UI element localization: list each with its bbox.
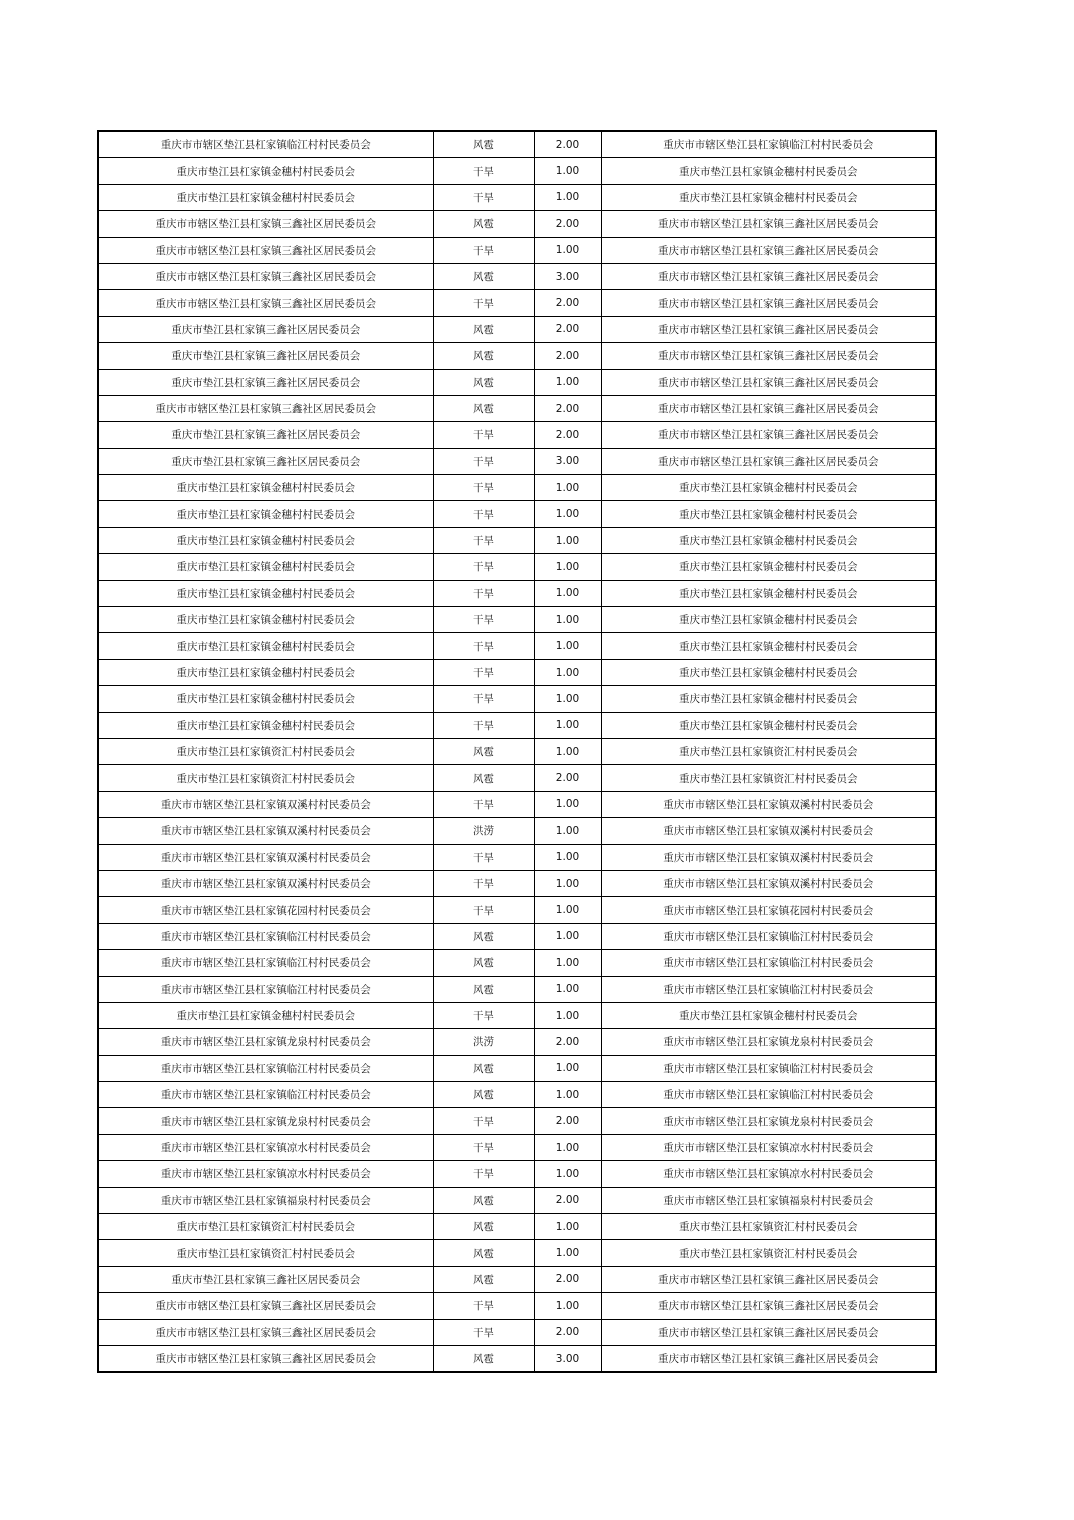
- recipient-cell: 重庆市垫江县杠家镇金穗村村民委员会: [601, 633, 936, 659]
- recipient-cell: 重庆市市辖区垫江县杠家镇双溪村村民委员会: [601, 791, 936, 817]
- amount-cell: 2.00: [534, 1029, 601, 1055]
- table-row: [98, 712, 936, 738]
- recipient-cell: 重庆市市辖区垫江县杠家镇三鑫社区居民委员会: [601, 448, 936, 474]
- recipient-cell: 重庆市垫江县杠家镇金穗村村民委员会: [601, 712, 936, 738]
- amount-cell: 1.00: [534, 1240, 601, 1266]
- amount-cell: 2.00: [534, 1319, 601, 1345]
- recipient-cell: 重庆市市辖区垫江县杠家镇福泉村村民委员会: [601, 1187, 936, 1213]
- table-row: [98, 950, 936, 976]
- applicant-cell: 重庆市垫江县杠家镇资汇村村民委员会: [98, 738, 433, 764]
- applicant-cell: 重庆市市辖区垫江县杠家镇三鑫社区居民委员会: [98, 237, 433, 263]
- disaster-type-cell: 洪涝: [433, 818, 534, 844]
- disaster-type-cell: 干旱: [433, 1108, 534, 1134]
- applicant-cell: 重庆市市辖区垫江县杠家镇三鑫社区居民委员会: [98, 395, 433, 421]
- amount-cell: 3.00: [534, 448, 601, 474]
- applicant-cell: 重庆市市辖区垫江县杠家镇临江村村民委员会: [98, 950, 433, 976]
- disaster-type-cell: 干旱: [433, 659, 534, 685]
- applicant-cell: 重庆市垫江县杠家镇金穗村村民委员会: [98, 580, 433, 606]
- disaster-type-cell: 风雹: [433, 343, 534, 369]
- recipient-cell: 重庆市垫江县杠家镇金穗村村民委员会: [601, 554, 936, 580]
- table-row: [98, 844, 936, 870]
- disaster-type-cell: 干旱: [433, 897, 534, 923]
- recipient-cell: 重庆市垫江县杠家镇金穗村村民委员会: [601, 158, 936, 184]
- amount-cell: 1.00: [534, 1002, 601, 1028]
- applicant-cell: 重庆市垫江县杠家镇金穗村村民委员会: [98, 633, 433, 659]
- amount-cell: 2.00: [534, 422, 601, 448]
- table-row: [98, 1002, 936, 1028]
- table-row: [98, 501, 936, 527]
- table-row: [98, 870, 936, 896]
- amount-cell: 1.00: [534, 818, 601, 844]
- applicant-cell: 重庆市垫江县杠家镇金穗村村民委员会: [98, 659, 433, 685]
- disaster-type-cell: 风雹: [433, 765, 534, 791]
- table-row: [98, 158, 936, 184]
- disaster-type-cell: 干旱: [433, 501, 534, 527]
- disaster-type-cell: 风雹: [433, 1214, 534, 1240]
- recipient-cell: 重庆市市辖区垫江县杠家镇三鑫社区居民委员会: [601, 1319, 936, 1345]
- applicant-cell: 重庆市垫江县杠家镇金穗村村民委员会: [98, 607, 433, 633]
- disaster-type-cell: 风雹: [433, 1240, 534, 1266]
- amount-cell: 2.00: [534, 395, 601, 421]
- disaster-type-cell: 风雹: [433, 1187, 534, 1213]
- table-row: [98, 1293, 936, 1319]
- amount-cell: 1.00: [534, 554, 601, 580]
- applicant-cell: 重庆市市辖区垫江县杠家镇双溪村村民委员会: [98, 791, 433, 817]
- amount-cell: 2.00: [534, 131, 601, 158]
- amount-cell: 1.00: [534, 1161, 601, 1187]
- table-row: [98, 976, 936, 1002]
- recipient-cell: 重庆市市辖区垫江县杠家镇龙泉村村民委员会: [601, 1029, 936, 1055]
- table-row: [98, 1266, 936, 1292]
- applicant-cell: 重庆市市辖区垫江县杠家镇凉水村村民委员会: [98, 1134, 433, 1160]
- disaster-type-cell: 风雹: [433, 395, 534, 421]
- table-row: [98, 580, 936, 606]
- applicant-cell: 重庆市垫江县杠家镇三鑫社区居民委员会: [98, 1266, 433, 1292]
- recipient-cell: 重庆市垫江县杠家镇金穗村村民委员会: [601, 659, 936, 685]
- table-row: [98, 1187, 936, 1213]
- table-row: [98, 369, 936, 395]
- disaster-type-cell: 干旱: [433, 580, 534, 606]
- amount-cell: 1.00: [534, 1082, 601, 1108]
- applicant-cell: 重庆市垫江县杠家镇金穗村村民委员会: [98, 1002, 433, 1028]
- recipient-cell: 重庆市垫江县杠家镇金穗村村民委员会: [601, 607, 936, 633]
- recipient-cell: 重庆市垫江县杠家镇金穗村村民委员会: [601, 527, 936, 553]
- disaster-type-cell: 干旱: [433, 422, 534, 448]
- disaster-type-cell: 干旱: [433, 184, 534, 210]
- amount-cell: 2.00: [534, 1266, 601, 1292]
- applicant-cell: 重庆市市辖区垫江县杠家镇临江村村民委员会: [98, 976, 433, 1002]
- applicant-cell: 重庆市市辖区垫江县杠家镇龙泉村村民委员会: [98, 1029, 433, 1055]
- amount-cell: 1.00: [534, 158, 601, 184]
- applicant-cell: 重庆市市辖区垫江县杠家镇双溪村村民委员会: [98, 818, 433, 844]
- applicant-cell: 重庆市垫江县杠家镇金穗村村民委员会: [98, 501, 433, 527]
- disaster-type-cell: 干旱: [433, 712, 534, 738]
- amount-cell: 2.00: [534, 1187, 601, 1213]
- table-row: [98, 184, 936, 210]
- recipient-cell: 重庆市市辖区垫江县杠家镇龙泉村村民委员会: [601, 1108, 936, 1134]
- disaster-type-cell: 风雹: [433, 1345, 534, 1372]
- table-row: [98, 1082, 936, 1108]
- table-row: [98, 897, 936, 923]
- amount-cell: 1.00: [534, 686, 601, 712]
- disaster-type-cell: 干旱: [433, 237, 534, 263]
- amount-cell: 1.00: [534, 633, 601, 659]
- recipient-cell: 重庆市垫江县杠家镇金穗村村民委员会: [601, 580, 936, 606]
- amount-cell: 1.00: [534, 791, 601, 817]
- applicant-cell: 重庆市垫江县杠家镇金穗村村民委员会: [98, 158, 433, 184]
- amount-cell: 1.00: [534, 659, 601, 685]
- disaster-type-cell: 干旱: [433, 1319, 534, 1345]
- amount-cell: 1.00: [534, 897, 601, 923]
- table-row: [98, 395, 936, 421]
- recipient-cell: 重庆市市辖区垫江县杠家镇双溪村村民委员会: [601, 870, 936, 896]
- table-row: [98, 633, 936, 659]
- recipient-cell: 重庆市市辖区垫江县杠家镇三鑫社区居民委员会: [601, 422, 936, 448]
- table-row: [98, 422, 936, 448]
- recipient-cell: 重庆市市辖区垫江县杠家镇凉水村村民委员会: [601, 1134, 936, 1160]
- amount-cell: 1.00: [534, 712, 601, 738]
- recipient-cell: 重庆市市辖区垫江县杠家镇三鑫社区居民委员会: [601, 395, 936, 421]
- applicant-cell: 重庆市市辖区垫江县杠家镇三鑫社区居民委员会: [98, 263, 433, 289]
- recipient-cell: 重庆市市辖区垫江县杠家镇三鑫社区居民委员会: [601, 237, 936, 263]
- amount-cell: 1.00: [534, 1293, 601, 1319]
- applicant-cell: 重庆市市辖区垫江县杠家镇福泉村村民委员会: [98, 1187, 433, 1213]
- table-row: [98, 1240, 936, 1266]
- applicant-cell: 重庆市市辖区垫江县杠家镇三鑫社区居民委员会: [98, 1293, 433, 1319]
- table-row: [98, 343, 936, 369]
- recipient-cell: 重庆市市辖区垫江县杠家镇临江村村民委员会: [601, 131, 936, 158]
- disaster-type-cell: 干旱: [433, 158, 534, 184]
- disaster-type-cell: 干旱: [433, 1134, 534, 1160]
- amount-cell: 1.00: [534, 369, 601, 395]
- table-row: [98, 263, 936, 289]
- disaster-type-cell: 风雹: [433, 369, 534, 395]
- recipient-cell: 重庆市市辖区垫江县杠家镇三鑫社区居民委员会: [601, 1293, 936, 1319]
- amount-cell: 1.00: [534, 501, 601, 527]
- amount-cell: 2.00: [534, 1108, 601, 1134]
- table-row: [98, 237, 936, 263]
- amount-cell: 2.00: [534, 211, 601, 237]
- recipient-cell: 重庆市垫江县杠家镇金穗村村民委员会: [601, 501, 936, 527]
- disaster-type-cell: 风雹: [433, 950, 534, 976]
- recipient-cell: 重庆市市辖区垫江县杠家镇花园村村民委员会: [601, 897, 936, 923]
- recipient-cell: 重庆市市辖区垫江县杠家镇三鑫社区居民委员会: [601, 343, 936, 369]
- table-row: [98, 818, 936, 844]
- amount-cell: 1.00: [534, 950, 601, 976]
- applicant-cell: 重庆市市辖区垫江县杠家镇三鑫社区居民委员会: [98, 290, 433, 316]
- amount-cell: 1.00: [534, 923, 601, 949]
- recipient-cell: 重庆市市辖区垫江县杠家镇三鑫社区居民委员会: [601, 1266, 936, 1292]
- amount-cell: 2.00: [534, 316, 601, 342]
- recipient-cell: 重庆市市辖区垫江县杠家镇三鑫社区居民委员会: [601, 1345, 936, 1372]
- recipient-cell: 重庆市垫江县杠家镇资汇村村民委员会: [601, 765, 936, 791]
- applicant-cell: 重庆市垫江县杠家镇三鑫社区居民委员会: [98, 369, 433, 395]
- disaster-type-cell: 风雹: [433, 1082, 534, 1108]
- recipient-cell: 重庆市市辖区垫江县杠家镇临江村村民委员会: [601, 976, 936, 1002]
- recipient-cell: 重庆市市辖区垫江县杠家镇临江村村民委员会: [601, 923, 936, 949]
- recipient-cell: 重庆市垫江县杠家镇金穗村村民委员会: [601, 1002, 936, 1028]
- applicant-cell: 重庆市市辖区垫江县杠家镇三鑫社区居民委员会: [98, 1345, 433, 1372]
- table-row: [98, 1108, 936, 1134]
- amount-cell: 1.00: [534, 475, 601, 501]
- applicant-cell: 重庆市垫江县杠家镇金穗村村民委员会: [98, 527, 433, 553]
- applicant-cell: 重庆市垫江县杠家镇资汇村村民委员会: [98, 1240, 433, 1266]
- table-row: [98, 527, 936, 553]
- applicant-cell: 重庆市市辖区垫江县杠家镇花园村村民委员会: [98, 897, 433, 923]
- table-row: [98, 1134, 936, 1160]
- recipient-cell: 重庆市市辖区垫江县杠家镇三鑫社区居民委员会: [601, 369, 936, 395]
- table-row: [98, 686, 936, 712]
- applicant-cell: 重庆市垫江县杠家镇三鑫社区居民委员会: [98, 448, 433, 474]
- applicant-cell: 重庆市垫江县杠家镇资汇村村民委员会: [98, 1214, 433, 1240]
- applicant-cell: 重庆市垫江县杠家镇三鑫社区居民委员会: [98, 422, 433, 448]
- recipient-cell: 重庆市市辖区垫江县杠家镇临江村村民委员会: [601, 950, 936, 976]
- table-row: [98, 475, 936, 501]
- disaster-type-cell: 干旱: [433, 844, 534, 870]
- table-row: [98, 1319, 936, 1345]
- amount-cell: 1.00: [534, 738, 601, 764]
- amount-cell: 1.00: [534, 1055, 601, 1081]
- disaster-type-cell: 干旱: [433, 1002, 534, 1028]
- table-row: [98, 923, 936, 949]
- disaster-records-table: [97, 130, 937, 1373]
- disaster-type-cell: 干旱: [433, 686, 534, 712]
- applicant-cell: 重庆市市辖区垫江县杠家镇临江村村民委员会: [98, 923, 433, 949]
- applicant-cell: 重庆市垫江县杠家镇三鑫社区居民委员会: [98, 316, 433, 342]
- applicant-cell: 重庆市市辖区垫江县杠家镇三鑫社区居民委员会: [98, 211, 433, 237]
- disaster-type-cell: 风雹: [433, 1266, 534, 1292]
- table-row: [98, 607, 936, 633]
- amount-cell: 1.00: [534, 976, 601, 1002]
- recipient-cell: 重庆市市辖区垫江县杠家镇三鑫社区居民委员会: [601, 290, 936, 316]
- disaster-type-cell: 干旱: [433, 475, 534, 501]
- recipient-cell: 重庆市市辖区垫江县杠家镇双溪村村民委员会: [601, 844, 936, 870]
- amount-cell: 1.00: [534, 527, 601, 553]
- disaster-type-cell: 干旱: [433, 791, 534, 817]
- applicant-cell: 重庆市市辖区垫江县杠家镇双溪村村民委员会: [98, 870, 433, 896]
- applicant-cell: 重庆市垫江县杠家镇金穗村村民委员会: [98, 686, 433, 712]
- disaster-type-cell: 风雹: [433, 263, 534, 289]
- amount-cell: 1.00: [534, 844, 601, 870]
- recipient-cell: 重庆市市辖区垫江县杠家镇三鑫社区居民委员会: [601, 211, 936, 237]
- applicant-cell: 重庆市垫江县杠家镇金穗村村民委员会: [98, 475, 433, 501]
- applicant-cell: 重庆市市辖区垫江县杠家镇三鑫社区居民委员会: [98, 1319, 433, 1345]
- amount-cell: 1.00: [534, 607, 601, 633]
- recipient-cell: 重庆市市辖区垫江县杠家镇凉水村村民委员会: [601, 1161, 936, 1187]
- recipient-cell: 重庆市垫江县杠家镇资汇村村民委员会: [601, 738, 936, 764]
- applicant-cell: 重庆市垫江县杠家镇金穗村村民委员会: [98, 554, 433, 580]
- disaster-type-cell: 干旱: [433, 290, 534, 316]
- table-row: [98, 659, 936, 685]
- table-row: [98, 1161, 936, 1187]
- table-row: [98, 1345, 936, 1372]
- recipient-cell: 重庆市市辖区垫江县杠家镇双溪村村民委员会: [601, 818, 936, 844]
- amount-cell: 3.00: [534, 1345, 601, 1372]
- applicant-cell: 重庆市市辖区垫江县杠家镇临江村村民委员会: [98, 1082, 433, 1108]
- disaster-type-cell: 风雹: [433, 211, 534, 237]
- applicant-cell: 重庆市市辖区垫江县杠家镇临江村村民委员会: [98, 1055, 433, 1081]
- amount-cell: 1.00: [534, 184, 601, 210]
- disaster-type-cell: 干旱: [433, 607, 534, 633]
- disaster-type-cell: 干旱: [433, 633, 534, 659]
- table-body: [98, 131, 936, 1372]
- disaster-type-cell: 风雹: [433, 976, 534, 1002]
- recipient-cell: 重庆市市辖区垫江县杠家镇三鑫社区居民委员会: [601, 263, 936, 289]
- disaster-type-cell: 干旱: [433, 870, 534, 896]
- disaster-type-cell: 风雹: [433, 923, 534, 949]
- recipient-cell: 重庆市市辖区垫江县杠家镇临江村村民委员会: [601, 1082, 936, 1108]
- applicant-cell: 重庆市市辖区垫江县杠家镇临江村村民委员会: [98, 131, 433, 158]
- recipient-cell: 重庆市市辖区垫江县杠家镇三鑫社区居民委员会: [601, 316, 936, 342]
- table-row: [98, 448, 936, 474]
- table-row: [98, 211, 936, 237]
- recipient-cell: 重庆市垫江县杠家镇资汇村村民委员会: [601, 1214, 936, 1240]
- amount-cell: 1.00: [534, 237, 601, 263]
- disaster-type-cell: 干旱: [433, 1293, 534, 1319]
- recipient-cell: 重庆市垫江县杠家镇资汇村村民委员会: [601, 1240, 936, 1266]
- table-row: [98, 290, 936, 316]
- disaster-type-cell: 风雹: [433, 131, 534, 158]
- table-row: [98, 131, 936, 158]
- disaster-type-cell: 干旱: [433, 448, 534, 474]
- amount-cell: 3.00: [534, 263, 601, 289]
- disaster-type-cell: 风雹: [433, 1055, 534, 1081]
- table-row: [98, 738, 936, 764]
- applicant-cell: 重庆市市辖区垫江县杠家镇凉水村村民委员会: [98, 1161, 433, 1187]
- disaster-type-cell: 风雹: [433, 738, 534, 764]
- amount-cell: 1.00: [534, 1134, 601, 1160]
- applicant-cell: 重庆市市辖区垫江县杠家镇双溪村村民委员会: [98, 844, 433, 870]
- amount-cell: 1.00: [534, 1214, 601, 1240]
- table-row: [98, 554, 936, 580]
- disaster-type-cell: 洪涝: [433, 1029, 534, 1055]
- table-row: [98, 316, 936, 342]
- amount-cell: 1.00: [534, 870, 601, 896]
- recipient-cell: 重庆市市辖区垫江县杠家镇临江村村民委员会: [601, 1055, 936, 1081]
- applicant-cell: 重庆市市辖区垫江县杠家镇龙泉村村民委员会: [98, 1108, 433, 1134]
- table-row: [98, 765, 936, 791]
- amount-cell: 2.00: [534, 290, 601, 316]
- amount-cell: 2.00: [534, 343, 601, 369]
- recipient-cell: 重庆市垫江县杠家镇金穗村村民委员会: [601, 686, 936, 712]
- amount-cell: 1.00: [534, 580, 601, 606]
- recipient-cell: 重庆市垫江县杠家镇金穗村村民委员会: [601, 475, 936, 501]
- amount-cell: 2.00: [534, 765, 601, 791]
- applicant-cell: 重庆市垫江县杠家镇三鑫社区居民委员会: [98, 343, 433, 369]
- table-row: [98, 791, 936, 817]
- recipient-cell: 重庆市垫江县杠家镇金穗村村民委员会: [601, 184, 936, 210]
- applicant-cell: 重庆市垫江县杠家镇资汇村村民委员会: [98, 765, 433, 791]
- disaster-type-cell: 干旱: [433, 554, 534, 580]
- applicant-cell: 重庆市垫江县杠家镇金穗村村民委员会: [98, 712, 433, 738]
- applicant-cell: 重庆市垫江县杠家镇金穗村村民委员会: [98, 184, 433, 210]
- table-row: [98, 1214, 936, 1240]
- disaster-type-cell: 干旱: [433, 527, 534, 553]
- disaster-type-cell: 干旱: [433, 1161, 534, 1187]
- disaster-type-cell: 风雹: [433, 316, 534, 342]
- table-row: [98, 1029, 936, 1055]
- table-row: [98, 1055, 936, 1081]
